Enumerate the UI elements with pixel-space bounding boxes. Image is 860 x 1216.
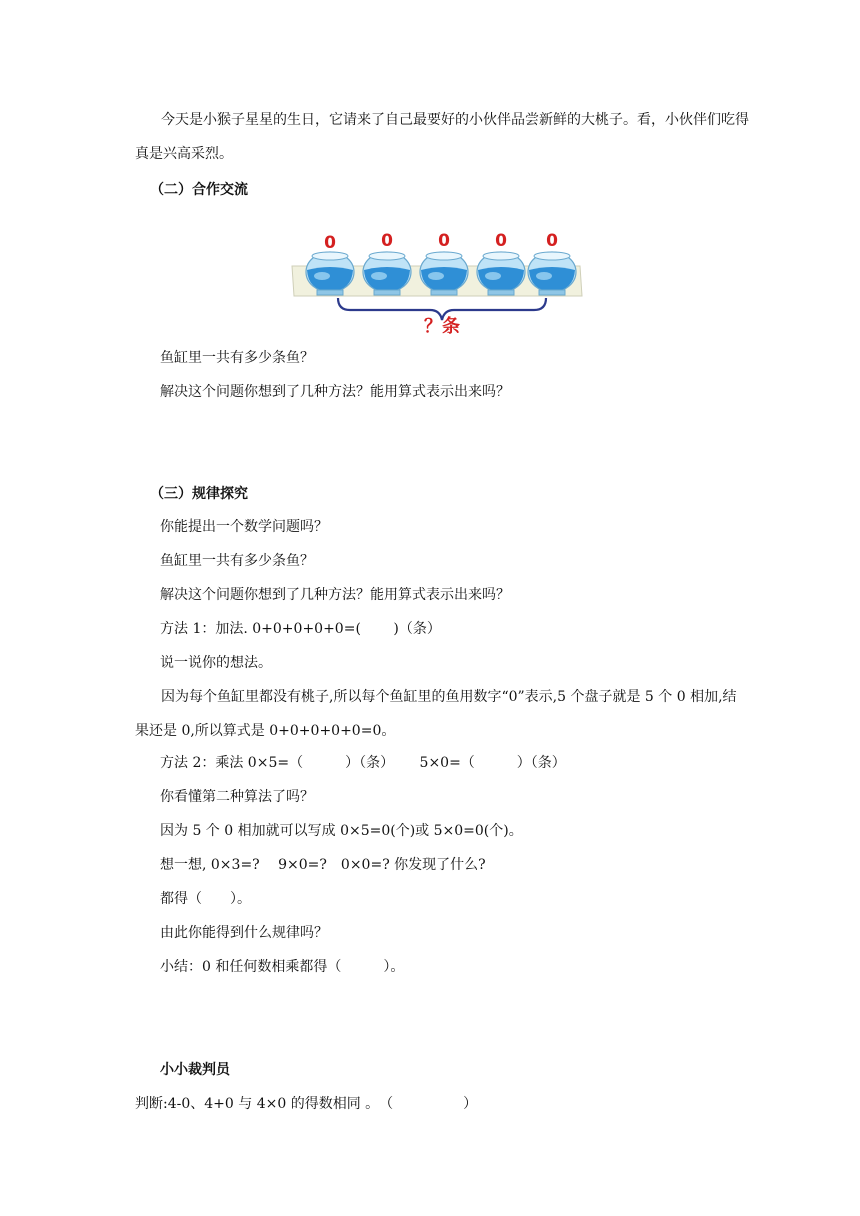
bowl-highlight <box>371 272 387 280</box>
question-2: 解决这个问题你想到了几种方法？能用算式表示出来吗？ <box>160 384 510 400</box>
fish-bowls-figure <box>290 226 585 336</box>
s3-line-7: 方法 2：乘法 0×5=（ ）（条） 5×0=（ ）（条） <box>160 755 566 771</box>
bowl-rim <box>369 252 405 260</box>
s3-paragraph-6 <box>135 680 750 748</box>
bowls-group <box>306 231 576 295</box>
s3-line-5: 说一说你的想法。 <box>160 655 272 671</box>
bowl-highlight <box>485 272 501 280</box>
section-2-title: （二）合作交流 <box>150 182 248 198</box>
bowl-count-label: 0 <box>546 231 558 251</box>
s3-line-8: 你看懂第二种算法了吗？ <box>160 789 314 805</box>
fish-bowl <box>528 231 576 295</box>
s3-line-6: 因为每个鱼缸里都没有桃子,所以每个鱼缸里的鱼用数字“0”表示,5 个盘子就是 5 个 0 相加,结果还是 0,所以算式是 0+0+0+0+0=0。 <box>135 689 737 739</box>
bowl-highlight <box>536 272 552 280</box>
intro-text: 今天是小猴子星星的生日，它请来了自己最要好的小伙伴品尝新鲜的大桃子。看，小伙伴们吃得真是兴高采烈。 <box>135 112 749 162</box>
bowl-rim <box>534 252 570 260</box>
s3-line-3: 解决这个问题你想到了几种方法？能用算式表示出来吗？ <box>160 587 510 603</box>
bowl-count-label: 0 <box>381 231 393 251</box>
judge-question: 判断:4-0、4+0 与 4×0 的得数相同 。 （ ） <box>135 1096 478 1112</box>
bowl-base <box>374 290 400 295</box>
section-3-title: （三）规律探究 <box>150 486 248 502</box>
section-4-title: 小小裁判员 <box>160 1062 230 1078</box>
s3-line-2: 鱼缸里一共有多少条鱼？ <box>160 553 314 569</box>
bowl-rim <box>483 252 519 260</box>
question-1: 鱼缸里一共有多少条鱼？ <box>160 350 314 366</box>
bowl-count-label: 0 <box>324 233 336 253</box>
s3-line-9: 因为 5 个 0 相加就可以写成 0×5=0(个)或 5×0=0(个)。 <box>160 823 523 839</box>
bowl-base <box>539 290 565 295</box>
intro-paragraph <box>135 103 750 171</box>
bowl-count-label: 0 <box>438 231 450 251</box>
bowl-rim <box>426 252 462 260</box>
s3-line-12: 由此你能得到什么规律吗？ <box>160 925 328 941</box>
bowl-highlight <box>428 272 444 280</box>
bowl-base <box>488 290 514 295</box>
fish-bowl <box>363 231 411 295</box>
s3-line-13: 小结：0 和任何数相乘都得（ ）。 <box>160 959 405 975</box>
s3-line-10: 想一想, 0×3=? 9×0=? 0×0=? 你发现了什么? <box>160 857 486 873</box>
s3-line-11: 都得（ ）。 <box>160 891 251 907</box>
bowl-base <box>431 290 457 295</box>
fish-bowl <box>477 231 525 295</box>
fish-bowl <box>306 233 354 295</box>
s3-line-1: 你能提出一个数学问题吗？ <box>160 519 328 535</box>
bowl-highlight <box>314 272 330 280</box>
bowl-rim <box>312 252 348 260</box>
s3-line-4: 方法 1：加法. 0+0+0+0+0=( )（条） <box>160 621 441 637</box>
bowl-count-label: 0 <box>495 231 507 251</box>
fish-bowl <box>420 231 468 295</box>
bowl-base <box>317 290 343 295</box>
question-label: ？条 <box>424 316 460 336</box>
